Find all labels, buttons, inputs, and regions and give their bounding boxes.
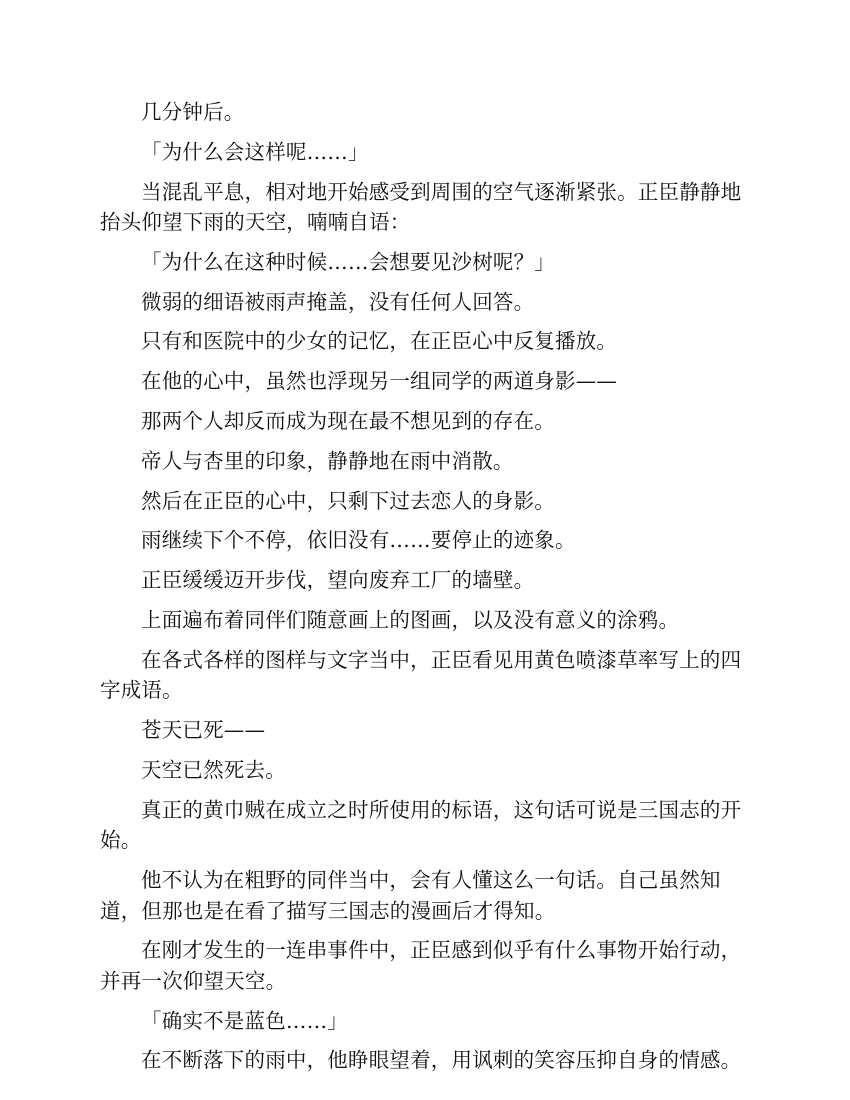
paragraph: 「确实不是蓝色……」 — [141, 1008, 348, 1033]
paragraph: 「为什么在这种时候……会想要见沙树呢？」 — [141, 249, 555, 274]
paragraph: 在刚才发生的一连串事件中，正臣感到似乎有什么事物开始行动，并再一次仰望天空。 — [100, 938, 742, 993]
paragraph: 帝人与杏里的印象，静静地在雨中消散。 — [141, 448, 514, 473]
paragraph: 天空已然死去。 — [141, 757, 286, 782]
paragraph: 几分钟后。 — [141, 100, 245, 124]
paragraph: 只有和医院中的少女的记忆，在正臣心中反复播放。 — [141, 329, 618, 354]
paragraph: 上面遍布着同伴们随意画上的图画，以及没有意义的涂鸦。 — [141, 608, 680, 633]
paragraph: 他不认为在粗野的同伴当中，会有人懂这么一句话。自己虽然知道，但那也是在看了描写三国志的漫画后才得知。 — [100, 868, 721, 923]
paragraph: 正臣缓缓迈开步伐，望向废弃工厂的墙壁。 — [141, 568, 535, 593]
paragraph: 然后在正臣的心中，只剩下过去恋人的身影。 — [141, 488, 555, 513]
paragraph: 真正的黄巾贼在成立之时所使用的标语，这句话可说是三国志的开始。 — [100, 797, 742, 853]
paragraph: 「为什么会这样呢……」 — [141, 139, 369, 164]
paragraph: 当混乱平息，相对地开始感受到周围的空气逐渐紧张。正臣静静地抬头仰望下雨的天空，喃喃自语： — [100, 179, 742, 235]
paragraph: 雨继续下个不停，依旧没有……要停止的迹象。 — [141, 528, 576, 553]
paragraph: 在他的心中，虽然也浮现另一组同学的两道身影—— — [141, 369, 618, 394]
paragraph: 在各式各样的图样与文字当中，正臣看见用黄色喷漆草率写上的四字成语。 — [100, 647, 742, 703]
body-text — [100, 97, 750, 1085]
paragraph: 在不断落下的雨中，他睁眼望着，用讽刺的笑容压抑自身的情感。 — [141, 1048, 742, 1073]
paragraph: 苍天已死—— — [141, 718, 266, 743]
paragraph: 微弱的细语被雨声掩盖，没有任何人回答。 — [141, 289, 535, 314]
paragraph: 那两个人却反而成为现在最不想见到的存在。 — [141, 409, 555, 434]
